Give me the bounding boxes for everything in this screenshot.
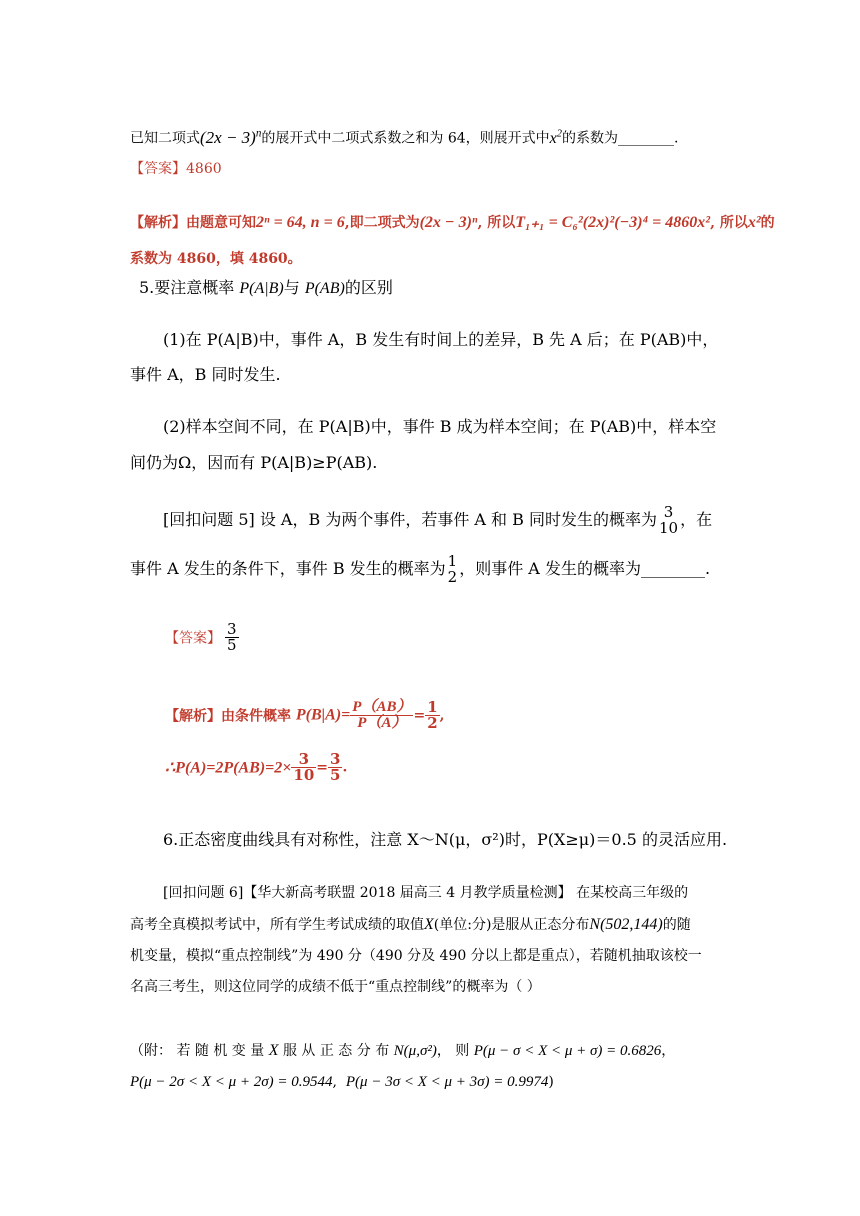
fraction-1-2: 1 2: [447, 552, 458, 586]
q4-answer: 【答案】4860: [130, 161, 222, 177]
fraction-3-10: 3 10: [658, 503, 679, 537]
section-5-title: 5.要注意概率 P(A|B)与 P(AB)的区别: [139, 278, 393, 297]
q5-answer: 【答案】 $\frac{3}{5}$: [165, 620, 237, 654]
q4-solution-line2: 系数为 4860，填 4860。: [130, 251, 302, 267]
appendix-note-line2: P(μ − 2σ < X < μ + 2σ) = 0.9544, P(μ − 3σ < X < μ + 3σ) = 0.9974): [130, 1074, 554, 1090]
q5-solution-line2: ∴P(A)=2P(AB)=2× $\frac{3}{10}$ = $\frac{3}{5}$ .: [165, 750, 348, 784]
section-5-point1-line2: 事件 A，B 同时发生.: [130, 365, 281, 384]
answer-fraction-3-5: $\frac{3}{5}$: [227, 620, 237, 654]
review-question-6-line3: 机变量，模拟“重点控制线”为 490 分（490 分及 490 分以上都是重点），若随机抽取该校一: [130, 948, 702, 964]
review-question-6-line2: 高考全真模拟考试中，所有学生考试成绩的取值X(单位:分)是服从正态分布N(502,144)的随: [130, 916, 691, 933]
section-5-point2-line2: 间仍为Ω，因而有 P(A|B)≥P(AB).: [130, 453, 378, 472]
section-5-point1-line1: (1)在 P(A|B)中，事件 A，B 发生有时间上的差异，B 先 A 后；在 P(AB)中，: [163, 330, 719, 349]
review-question-6-line4: 名高三考生，则这位同学的成绩不低于“重点控制线”的概率为（ ）: [130, 979, 541, 995]
review-question-5-line1: [回扣问题 5] 设 A，B 为两个事件，若事件 A 和 B 同时发生的概率为 3 10 ，在: [163, 503, 713, 537]
review-question-6-line1: [回扣问题 6]【华大新高考联盟 2018 届高三 4 月教学质量检测】 在某校高三年级的: [163, 885, 689, 901]
q4-binomial: $(2x - 3)^n$: [200, 127, 262, 147]
q5-solution-line1: 【解析】由条件概率 P(B|A)= $\frac{P(AB)}{P(A)}$ = $\frac{1}{2}$ ,: [165, 698, 445, 732]
appendix-note-line1: （附： 若 随 机 变 量 X 服 从 正 态 分 布 N(μ,σ²)， 则 P(μ − σ < X < μ + σ) = 0.6826，: [130, 1042, 676, 1059]
q4-question: 已知二项式$(2x - 3)^n$的展开式中二项式系数之和为 64，则展开式中$x^2$的系数为________.: [130, 127, 679, 147]
review-question-5-line2: 事件 A 发生的条件下，事件 B 发生的概率为 1 2 ，则事件 A 发生的概率为________.: [130, 552, 711, 586]
section-6-title: 6.正态密度曲线具有对称性，注意 X～N(μ，σ²)时，P(X≥μ)＝0.5 的灵活应用.: [163, 830, 728, 849]
q4-solution-line1: 【解析】由题意可知2ⁿ = 64, n = 6,即二项式为(2x − 3)ⁿ, 所以T₁₊₁ = C₆²(2x)²(−3)⁴ = 4860x², 所以x²的: [130, 214, 775, 231]
section-5-point2-line1: (2)样本空间不同，在 P(A|B)中，事件 B 成为样本空间；在 P(AB)中，样本空: [163, 417, 717, 436]
